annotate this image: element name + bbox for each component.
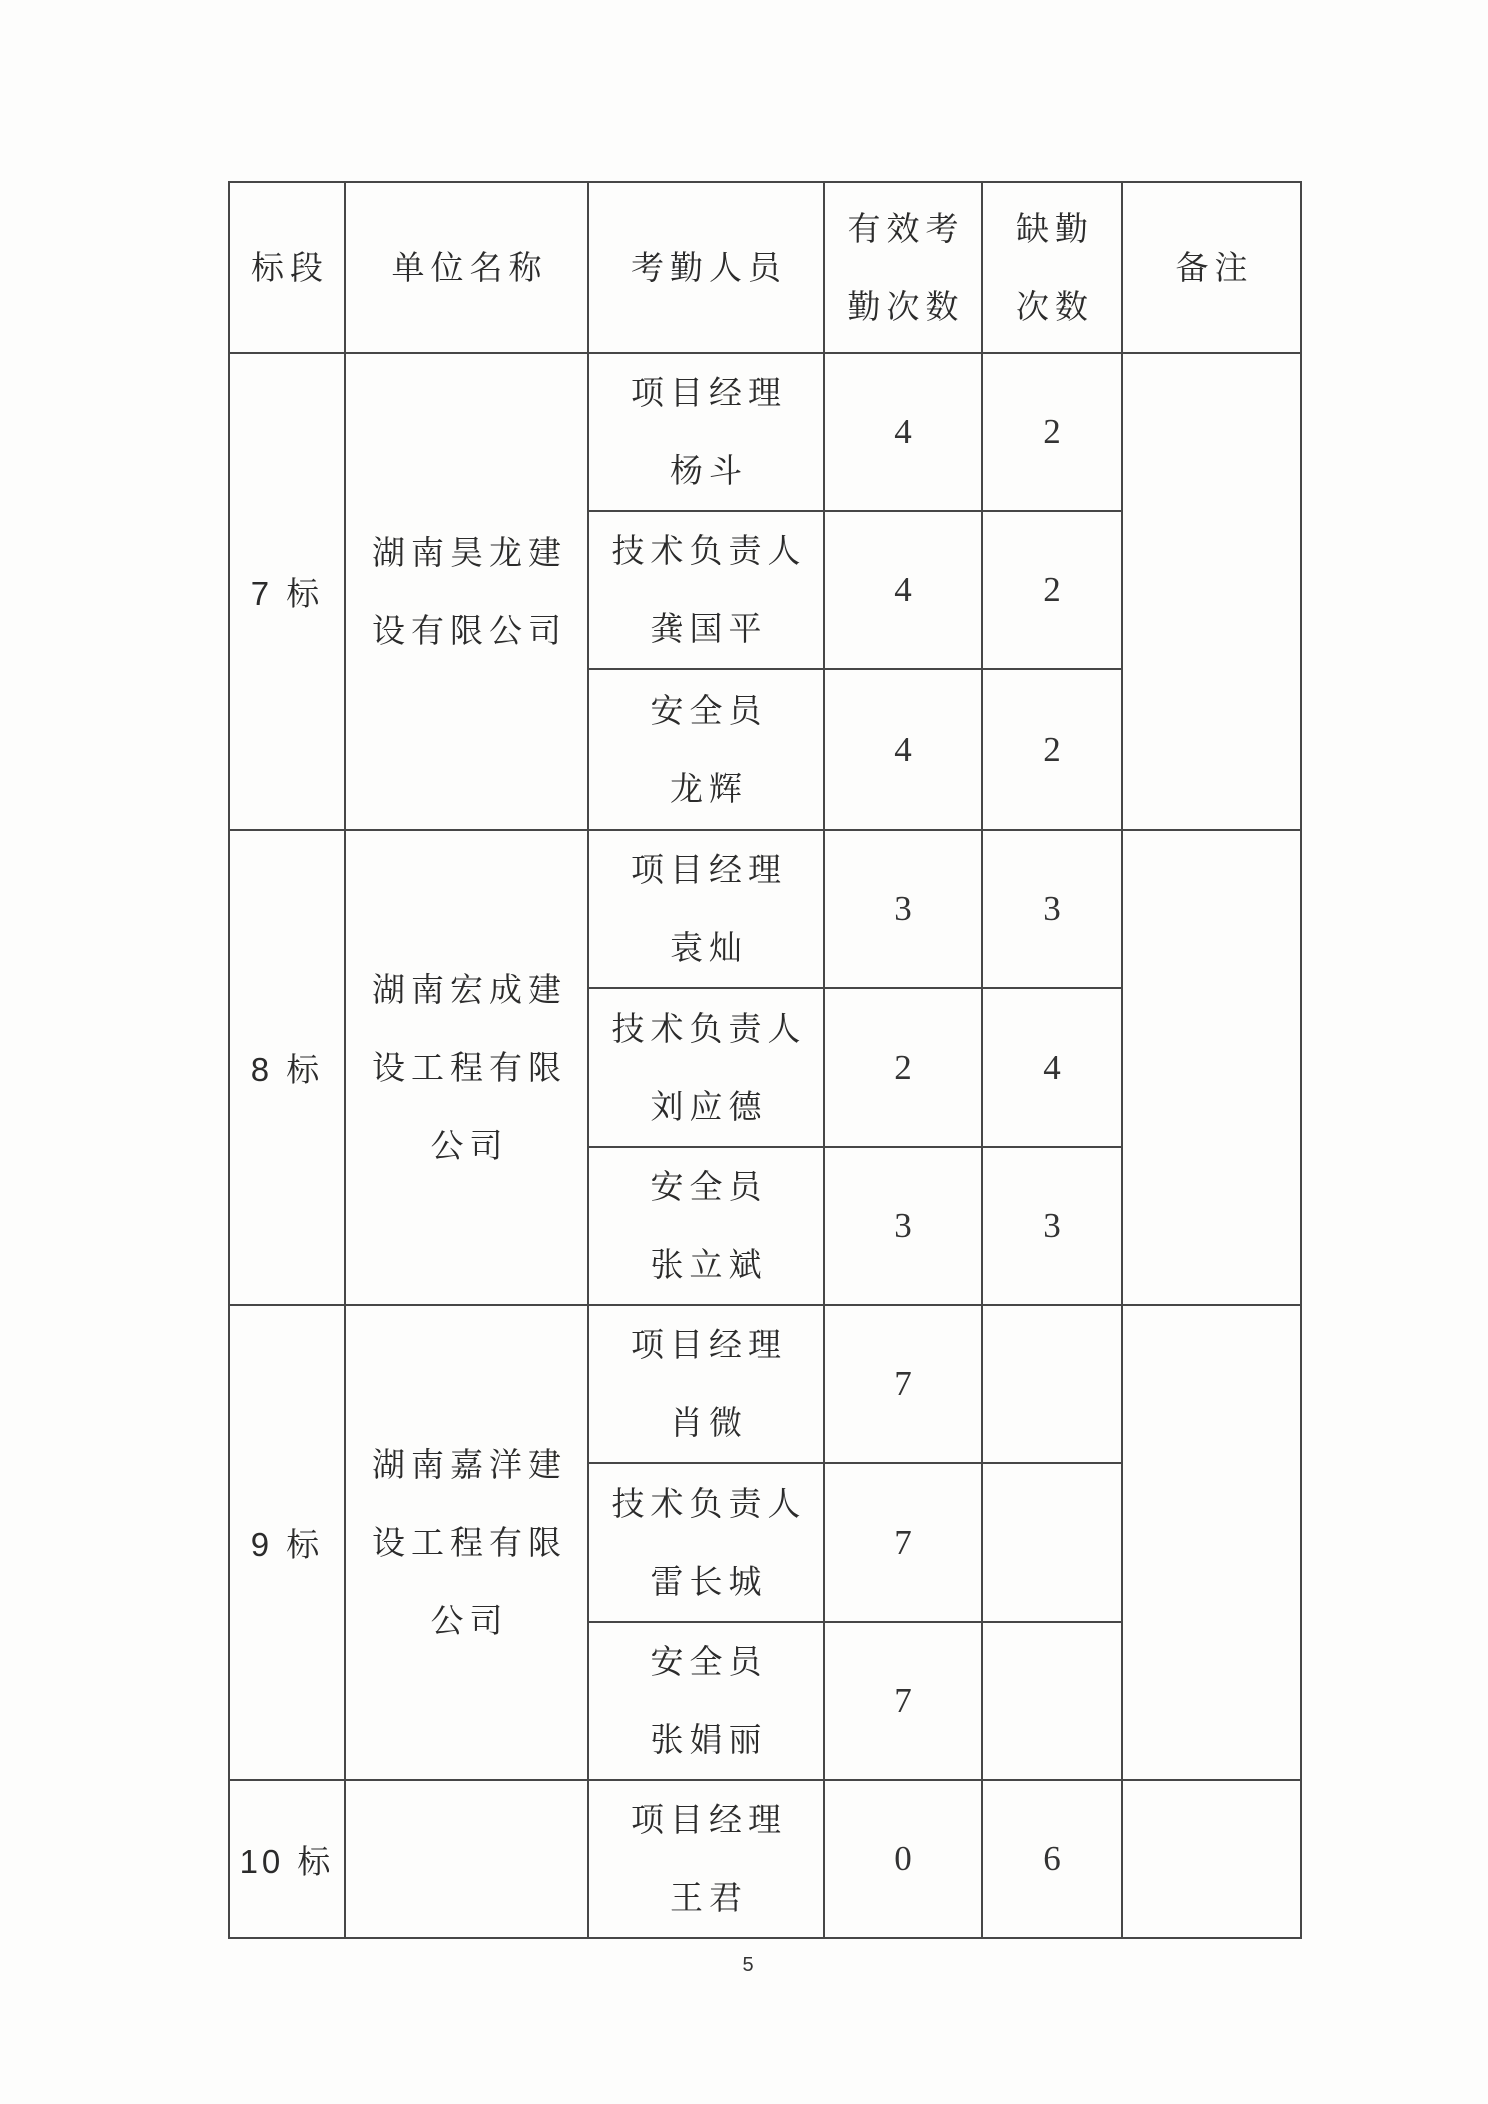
header-remarks bbox=[1122, 182, 1301, 353]
attendance-table bbox=[228, 181, 1302, 1939]
company-name-line: 湖南嘉洋建 bbox=[372, 1444, 567, 1484]
header-valid-attendance-line: 勤次数 bbox=[847, 286, 965, 326]
absence-count: 2 bbox=[1043, 412, 1061, 451]
personnel-cell bbox=[588, 1463, 824, 1622]
personnel-cell bbox=[588, 830, 824, 988]
absence-count-cell bbox=[982, 1622, 1122, 1780]
absence-count-cell bbox=[982, 353, 1122, 511]
personnel-role: 安全员 bbox=[650, 690, 768, 730]
remarks-cell bbox=[1122, 1305, 1301, 1780]
personnel-name: 雷长城 bbox=[650, 1561, 768, 1601]
header-absences-line: 次数 bbox=[1016, 286, 1094, 326]
personnel-role: 项目经理 bbox=[631, 373, 787, 412]
section-cell bbox=[229, 353, 345, 830]
company-cell bbox=[345, 1305, 588, 1780]
page-number: 5 bbox=[742, 1954, 754, 1976]
personnel-role: 项目经理 bbox=[631, 850, 787, 889]
personnel-name: 王君 bbox=[670, 1878, 748, 1917]
personnel-role: 项目经理 bbox=[631, 1325, 787, 1364]
valid-count: 4 bbox=[894, 729, 912, 769]
header-remarks-label: 备注 bbox=[1175, 247, 1254, 287]
personnel-cell bbox=[588, 1780, 824, 1938]
header-section-label: 标段 bbox=[251, 247, 329, 287]
header-valid-attendance-line: 有效考 bbox=[847, 208, 965, 248]
header-absences-line: 缺勤 bbox=[1016, 208, 1094, 248]
absence-count-cell bbox=[982, 1463, 1122, 1622]
header-personnel-label: 考勤人员 bbox=[631, 247, 787, 287]
section-cell bbox=[229, 830, 345, 1305]
personnel-cell bbox=[588, 669, 824, 830]
absence-count: 3 bbox=[1043, 1206, 1061, 1245]
header-personnel bbox=[588, 182, 824, 353]
table-row bbox=[229, 1305, 1301, 1463]
company-name-line: 湖南昊龙建 bbox=[372, 532, 567, 572]
personnel-role: 安全员 bbox=[650, 1642, 768, 1681]
company-name-line: 公司 bbox=[430, 1600, 509, 1640]
absence-count: 3 bbox=[1043, 889, 1061, 928]
section-label: 8 标 bbox=[250, 1051, 324, 1088]
company-cell bbox=[345, 353, 588, 830]
valid-count-cell bbox=[824, 511, 982, 669]
section-label: 10 标 bbox=[239, 1842, 335, 1880]
section-label: 7 标 bbox=[250, 575, 324, 612]
absence-count-cell bbox=[982, 1305, 1122, 1463]
absence-count: 2 bbox=[1043, 570, 1061, 609]
company-name-line: 公司 bbox=[430, 1125, 509, 1165]
absence-count: 4 bbox=[1043, 1047, 1061, 1087]
company-cell bbox=[345, 1780, 588, 1938]
personnel-cell bbox=[588, 1305, 824, 1463]
personnel-role: 项目经理 bbox=[631, 1800, 787, 1839]
personnel-role: 安全员 bbox=[650, 1167, 768, 1206]
absence-count: 6 bbox=[1043, 1839, 1061, 1878]
personnel-name: 张立斌 bbox=[650, 1245, 768, 1284]
absence-count-cell bbox=[982, 1147, 1122, 1305]
valid-count: 7 bbox=[894, 1364, 912, 1403]
absence-count: 2 bbox=[1043, 729, 1061, 769]
valid-count-cell bbox=[824, 1147, 982, 1305]
valid-count-cell bbox=[824, 1463, 982, 1622]
table-row bbox=[229, 830, 1301, 988]
company-name-line: 设工程有限 bbox=[372, 1522, 567, 1562]
header-absences bbox=[982, 182, 1122, 353]
valid-count: 7 bbox=[894, 1522, 912, 1562]
remarks-cell bbox=[1122, 830, 1301, 1305]
personnel-name: 杨斗 bbox=[670, 451, 748, 490]
absence-count-cell bbox=[982, 1780, 1122, 1938]
absence-count-cell bbox=[982, 988, 1122, 1147]
personnel-cell bbox=[588, 511, 824, 669]
personnel-role: 技术负责人 bbox=[611, 1008, 807, 1048]
valid-count: 4 bbox=[894, 570, 912, 609]
header-row bbox=[229, 182, 1301, 353]
valid-count: 4 bbox=[894, 412, 912, 451]
company-name-line: 设有限公司 bbox=[372, 610, 567, 650]
valid-count: 2 bbox=[894, 1047, 912, 1087]
personnel-name: 张娟丽 bbox=[650, 1720, 768, 1759]
header-valid-attendance bbox=[824, 182, 982, 353]
personnel-name: 袁灿 bbox=[670, 928, 748, 967]
personnel-role: 技术负责人 bbox=[611, 1483, 807, 1523]
valid-count-cell bbox=[824, 830, 982, 988]
personnel-name: 龚国平 bbox=[650, 609, 768, 648]
valid-count-cell bbox=[824, 669, 982, 830]
personnel-cell bbox=[588, 353, 824, 511]
valid-count: 7 bbox=[894, 1681, 912, 1720]
valid-count: 3 bbox=[894, 889, 912, 928]
section-cell bbox=[229, 1780, 345, 1938]
valid-count-cell bbox=[824, 1780, 982, 1938]
company-name-line: 湖南宏成建 bbox=[372, 969, 567, 1009]
valid-count-cell bbox=[824, 353, 982, 511]
personnel-cell bbox=[588, 988, 824, 1147]
valid-count: 3 bbox=[894, 1206, 912, 1245]
table-row bbox=[229, 353, 1301, 511]
personnel-name: 肖微 bbox=[670, 1403, 748, 1442]
remarks-cell bbox=[1122, 1780, 1301, 1938]
personnel-cell bbox=[588, 1622, 824, 1780]
valid-count-cell bbox=[824, 1622, 982, 1780]
valid-count-cell bbox=[824, 1305, 982, 1463]
section-cell bbox=[229, 1305, 345, 1780]
remarks-cell bbox=[1122, 353, 1301, 830]
personnel-name: 刘应德 bbox=[650, 1086, 768, 1126]
company-name-line: 设工程有限 bbox=[372, 1047, 567, 1087]
personnel-name: 龙辉 bbox=[670, 768, 748, 808]
section-label: 9 标 bbox=[250, 1526, 324, 1563]
absence-count-cell bbox=[982, 511, 1122, 669]
table-row bbox=[229, 1780, 1301, 1938]
header-section bbox=[229, 182, 345, 353]
absence-count-cell bbox=[982, 830, 1122, 988]
header-company bbox=[345, 182, 588, 353]
header-company-label: 单位名称 bbox=[391, 247, 548, 287]
personnel-role: 技术负责人 bbox=[611, 531, 807, 570]
personnel-cell bbox=[588, 1147, 824, 1305]
company-cell bbox=[345, 830, 588, 1305]
absence-count-cell bbox=[982, 669, 1122, 830]
valid-count: 0 bbox=[894, 1839, 912, 1878]
valid-count-cell bbox=[824, 988, 982, 1147]
